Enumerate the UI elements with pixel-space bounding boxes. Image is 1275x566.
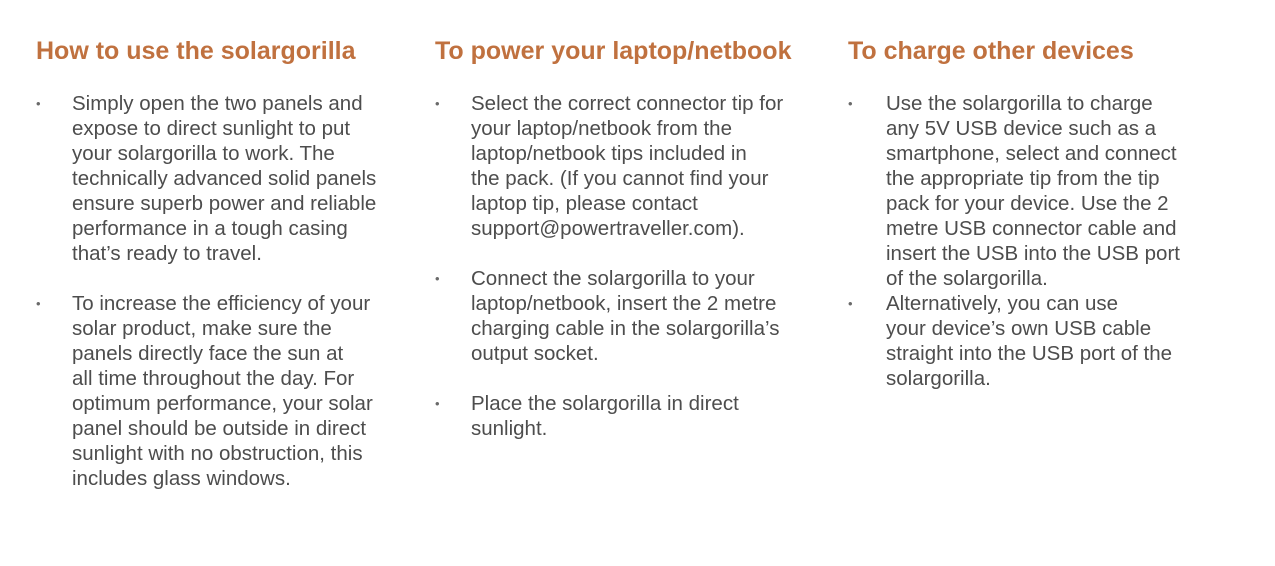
- list-item: [36, 91, 431, 266]
- list-item-text: Connect the solargorilla to your laptop/netbook, insert the 2 metre charging cable in the solargorilla’s output socket.: [471, 267, 780, 365]
- list-item: [848, 291, 1268, 391]
- bullet-icon: •: [848, 96, 853, 111]
- list-item-text: Select the correct connector tip for your laptop/netbook from the laptop/netbook tips included in the pack. (If you cannot find your laptop tip, please contact support@powertraveller.com).: [471, 92, 784, 240]
- bullet-icon: •: [36, 296, 41, 311]
- column-heading: To power your laptop/netbook: [435, 37, 792, 65]
- list-item: [435, 266, 845, 366]
- bullet-icon: •: [848, 296, 853, 311]
- list-item: [848, 91, 1268, 291]
- list-item-text: Place the solargorilla in direct sunlight.: [471, 392, 739, 440]
- list-item: [36, 291, 431, 491]
- list-item-text: Simply open the two panels and expose to direct sunlight to put your solargorilla to work. The technically advanced solid panels ensure superb power and reliable performance in a tough casing that’s ready to travel.: [72, 92, 377, 265]
- column-heading: To charge other devices: [848, 37, 1134, 65]
- column-power-laptop: [435, 34, 845, 440]
- bullet-icon: •: [435, 396, 440, 411]
- list-item-text: Alternatively, you can use your device’s own USB cable straight into the USB port of the solargorilla.: [886, 292, 1173, 390]
- list-item: [435, 391, 845, 441]
- bullet-icon: •: [36, 96, 41, 111]
- column-charge-devices: [848, 34, 1268, 390]
- bullet-icon: •: [435, 271, 440, 286]
- list-item-text: To increase the efficiency of your solar product, make sure the panels directly face the sun at all time throughout the day. For optimum performance, your solar panel should be outside in direct sunlight with no obstruction, this includes glass windows.: [72, 292, 373, 490]
- column-how-to-use: [36, 34, 431, 490]
- instruction-list: [848, 91, 1268, 391]
- instruction-list: [435, 91, 845, 441]
- bullet-icon: •: [435, 96, 440, 111]
- list-item: [435, 91, 845, 241]
- instruction-list: [36, 91, 431, 491]
- column-heading: How to use the solargorilla: [36, 37, 356, 65]
- list-item-text: Use the solargorilla to charge any 5V USB device such as a smartphone, select and connect the appropriate tip from the tip pack for your device. Use the 2 metre USB connector cable and insert the USB into the USB port of the solargorilla.: [886, 92, 1180, 290]
